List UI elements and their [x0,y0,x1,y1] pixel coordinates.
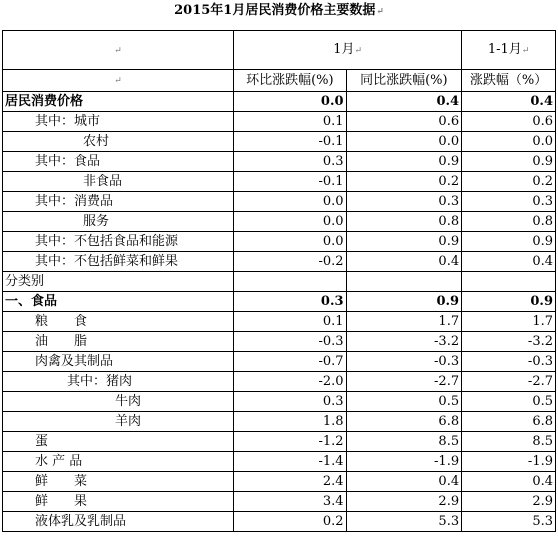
cell-mom: 0.1 [234,112,346,132]
cell-yoy: 0.4 [346,252,462,272]
cell-mom: -0.3 [234,332,346,352]
row-label: 牛肉 [3,392,234,412]
cell-mom: -0.1 [234,132,346,152]
row-label: 居民消费价格 [3,92,234,112]
cell-mom: 0.3 [234,152,346,172]
row-label: 羊肉 [3,412,234,432]
cpi-table [2,30,556,532]
table-row [3,232,556,252]
cell-yoy: 0.0 [346,132,462,152]
cell-yoy: 0.4 [346,92,462,112]
row-label: 其中：不包括鲜菜和鲜果 [3,252,234,272]
row-label: 分类别 [3,272,234,292]
cell-ytd: 0.8 [462,212,556,232]
cell-empty [462,272,556,292]
cell-yoy: 0.6 [346,112,462,132]
table-row [3,212,556,232]
cell-yoy: 0.8 [346,212,462,232]
cell-ytd: 0.3 [462,192,556,212]
cell-ytd: 1.7 [462,312,556,332]
table-row [3,312,556,332]
table-row [3,272,556,292]
cell-ytd: -3.2 [462,332,556,352]
cell-yoy: -2.7 [346,372,462,392]
cell-mom: -1.4 [234,452,346,472]
col-ytd-header: 涨跌幅（%） [462,70,556,92]
cell-ytd: 0.9 [462,152,556,172]
cell-ytd: 5.3 [462,512,556,532]
row-label: 水 产 品 [3,452,234,472]
cell-yoy: 1.7 [346,312,462,332]
col-mom-header: 环比涨跌幅(%) [234,70,346,92]
cell-yoy: 6.8 [346,412,462,432]
cell-ytd: -1.9 [462,452,556,472]
cell-yoy: 0.5 [346,392,462,412]
table-row [3,192,556,212]
row-label: 肉禽及其制品 [3,352,234,372]
cell-ytd: -0.3 [462,352,556,372]
cell-mom: 0.2 [234,512,346,532]
table-row [3,492,556,512]
cell-yoy: -1.9 [346,452,462,472]
table-row [3,132,556,152]
cell-mom: 1.8 [234,412,346,432]
cell-yoy: 0.9 [346,232,462,252]
cell-ytd: 0.5 [462,392,556,412]
cell-ytd: 2.9 [462,492,556,512]
table-row [3,432,556,452]
cell-empty [234,272,346,292]
cell-yoy: 0.9 [346,152,462,172]
page-title: 2015年1月居民消费价格主要数据↵ [174,3,384,18]
col-yoy-header: 同比涨跌幅(%) [346,70,462,92]
table-row [3,412,556,432]
cell-ytd: 0.0 [462,132,556,152]
row-label: 其中：食品 [3,152,234,172]
cell-yoy: -3.2 [346,332,462,352]
ytd-header: 1-1月↵ [462,31,556,70]
cell-ytd: 0.9 [462,232,556,252]
cell-yoy: 0.3 [346,192,462,212]
table-row [3,92,556,112]
row-label: 鲜 果 [3,492,234,512]
cell-yoy: 0.4 [346,472,462,492]
row-label: 其中：城市 [3,112,234,132]
cell-mom: -0.2 [234,252,346,272]
cell-mom: 3.4 [234,492,346,512]
month-header: 1月↵ [234,31,462,70]
row-label: 服务 [3,212,234,232]
cell-yoy: 5.3 [346,512,462,532]
cell-mom: 0.0 [234,192,346,212]
table-row [3,152,556,172]
table-row [3,472,556,492]
cell-mom: -0.1 [234,172,346,192]
row-label: 蛋 [3,432,234,452]
cell-ytd: 0.9 [462,292,556,312]
row-label: 农村 [3,132,234,152]
table-row [3,372,556,392]
table-row [3,392,556,412]
table-row [3,252,556,272]
table-row [3,112,556,132]
row-label: 其中：消费品 [3,192,234,212]
cell-ytd: -2.7 [462,372,556,392]
row-label: 非食品 [3,172,234,192]
cell-ytd: 0.2 [462,172,556,192]
cell-yoy: 0.9 [346,292,462,312]
cell-yoy: -0.3 [346,352,462,372]
cell-mom: -2.0 [234,372,346,392]
cell-mom: 0.0 [234,212,346,232]
cell-yoy: 2.9 [346,492,462,512]
cell-mom: 0.3 [234,292,346,312]
row-label: 其中：不包括食品和能源 [3,232,234,252]
cell-mom: -1.2 [234,432,346,452]
empty-header-cell: ↵ [3,31,234,70]
table-row [3,292,556,312]
row-label: 粮 食 [3,312,234,332]
table-row [3,172,556,192]
row-label: 液体乳及乳制品 [3,512,234,532]
table-row [3,352,556,372]
row-label: 其中：猪肉 [3,372,234,392]
cell-ytd: 0.4 [462,252,556,272]
cell-mom: 0.0 [234,232,346,252]
cell-mom: 0.1 [234,312,346,332]
table-header-row-2 [3,70,556,92]
cell-mom: 0.0 [234,92,346,112]
table-row [3,512,556,532]
cell-empty [346,272,462,292]
cell-ytd: 0.4 [462,92,556,112]
cell-yoy: 8.5 [346,432,462,452]
cell-mom: -0.7 [234,352,346,372]
cell-ytd: 0.6 [462,112,556,132]
row-label: 鲜 菜 [3,472,234,492]
cell-mom: 2.4 [234,472,346,492]
cell-ytd: 6.8 [462,412,556,432]
cell-ytd: 0.4 [462,472,556,492]
cell-ytd: 8.5 [462,432,556,452]
table-header-row-1 [3,31,556,70]
cell-yoy: 0.2 [346,172,462,192]
row-label: 一、食品 [3,292,234,312]
table-row [3,332,556,352]
row-label: 油 脂 [3,332,234,352]
table-row [3,452,556,472]
empty-subheader-cell: ↵ [3,70,234,92]
cell-mom: 0.3 [234,392,346,412]
